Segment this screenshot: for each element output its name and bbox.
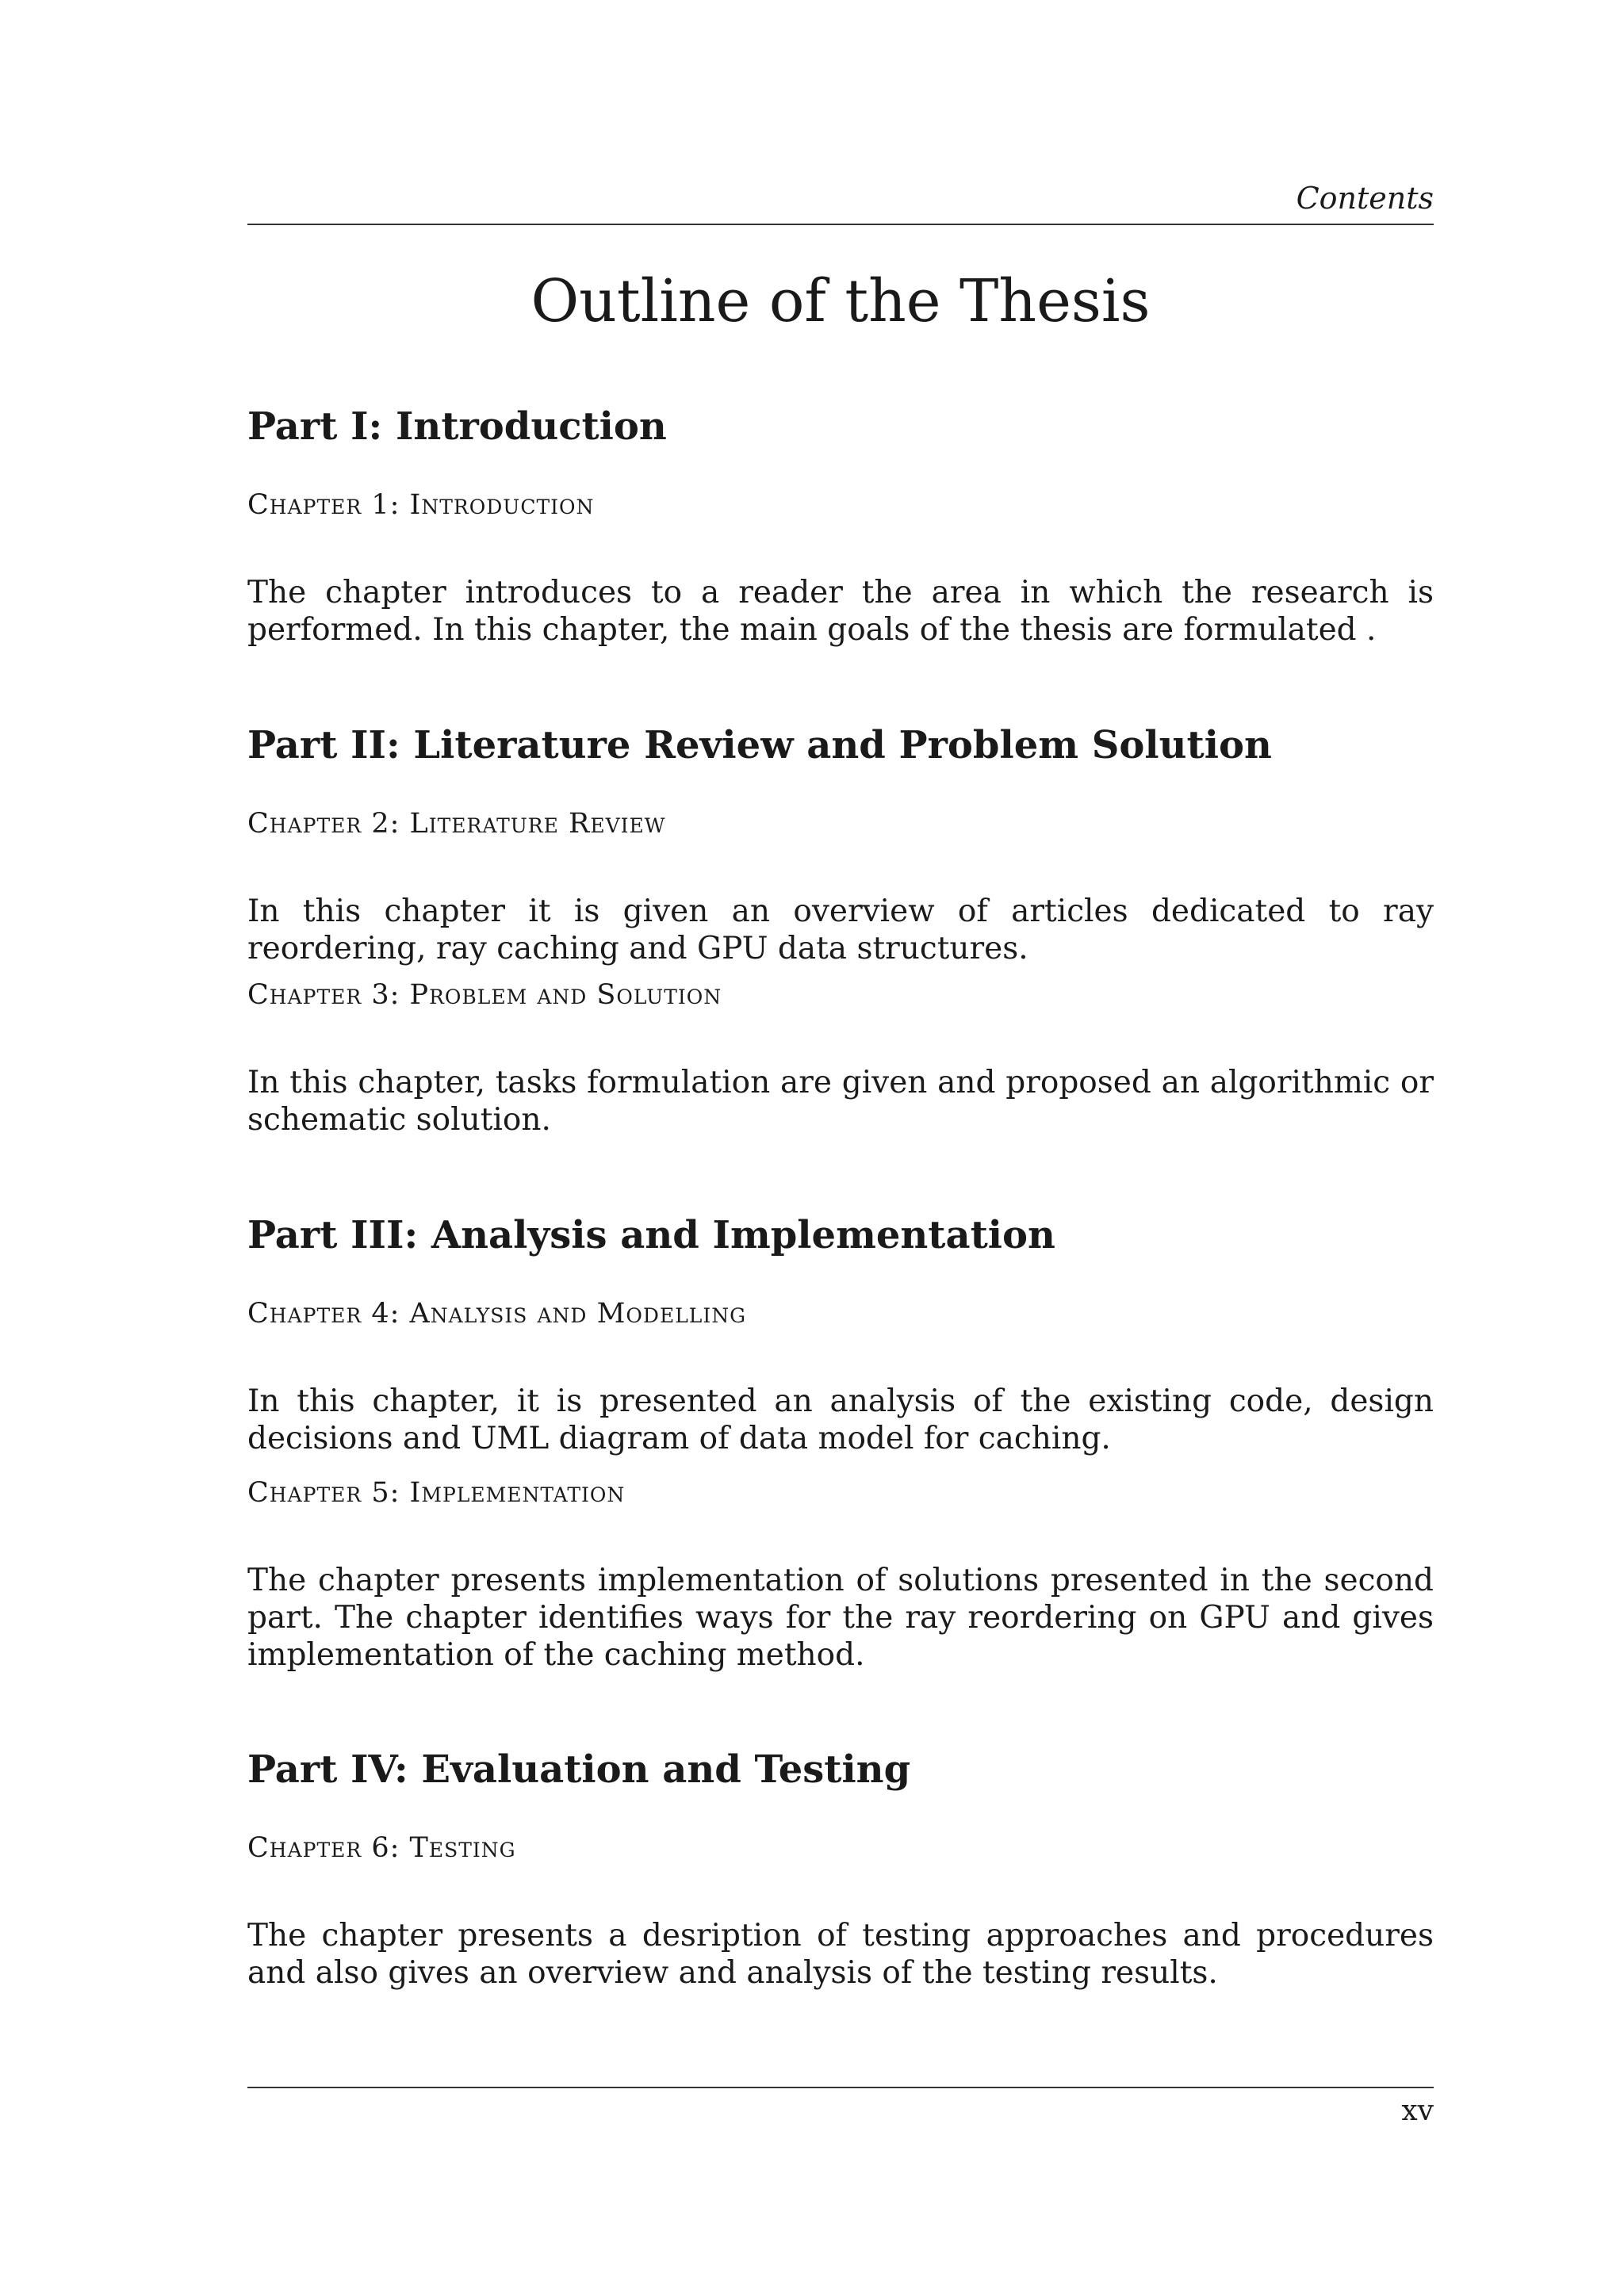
part-4-heading: Part IV: Evaluation and Testing — [247, 1747, 911, 1792]
chapter-1-heading: Chapter 1: Introduction — [247, 489, 595, 521]
part-3-heading: Part III: Analysis and Implementation — [247, 1213, 1055, 1257]
running-header: Contents — [1296, 181, 1434, 216]
chapter-3-heading: Chapter 3: Problem and Solution — [247, 979, 722, 1011]
part-2-heading: Part II: Literature Review and Problem Solution — [247, 723, 1272, 767]
chapter-4-summary: In this chapter, it is presented an analysis of the existing code, design decisions and UML diagram of data model for caching. — [247, 1383, 1434, 1456]
chapter-1-summary: The chapter introduces to a reader the area in which the research is performed. In this chapter, the main goals of the thesis are formulated . — [247, 575, 1434, 648]
footer-rule — [247, 2087, 1434, 2088]
chapter-4-heading: Chapter 4: Analysis and Modelling — [247, 1298, 747, 1330]
chapter-2-heading: Chapter 2: Literature Review — [247, 808, 666, 840]
page-number: xv — [1401, 2095, 1434, 2127]
chapter-6-heading: Chapter 6: Testing — [247, 1832, 516, 1864]
chapter-5-summary: The chapter presents implementation of solutions presented in the second part. The chapter identifies ways for the ray reordering on GPU and gives implementation of the caching method. — [247, 1563, 1434, 1673]
part-1-heading: Part I: Introduction — [247, 404, 667, 449]
chapter-2-summary: In this chapter it is given an overview of articles dedicated to ray reordering, ray caching and GPU data structures. — [247, 894, 1434, 966]
chapter-3-summary: In this chapter, tasks formulation are given and proposed an algorithmic or schematic solution. — [247, 1065, 1434, 1138]
chapter-6-summary: The chapter presents a desription of testing approaches and procedures and also gives an overview and analysis of the testing results. — [247, 1918, 1434, 1991]
chapter-5-heading: Chapter 5: Implementation — [247, 1477, 626, 1509]
page-title: Outline of the Thesis — [530, 267, 1151, 335]
header-rule — [247, 224, 1434, 225]
